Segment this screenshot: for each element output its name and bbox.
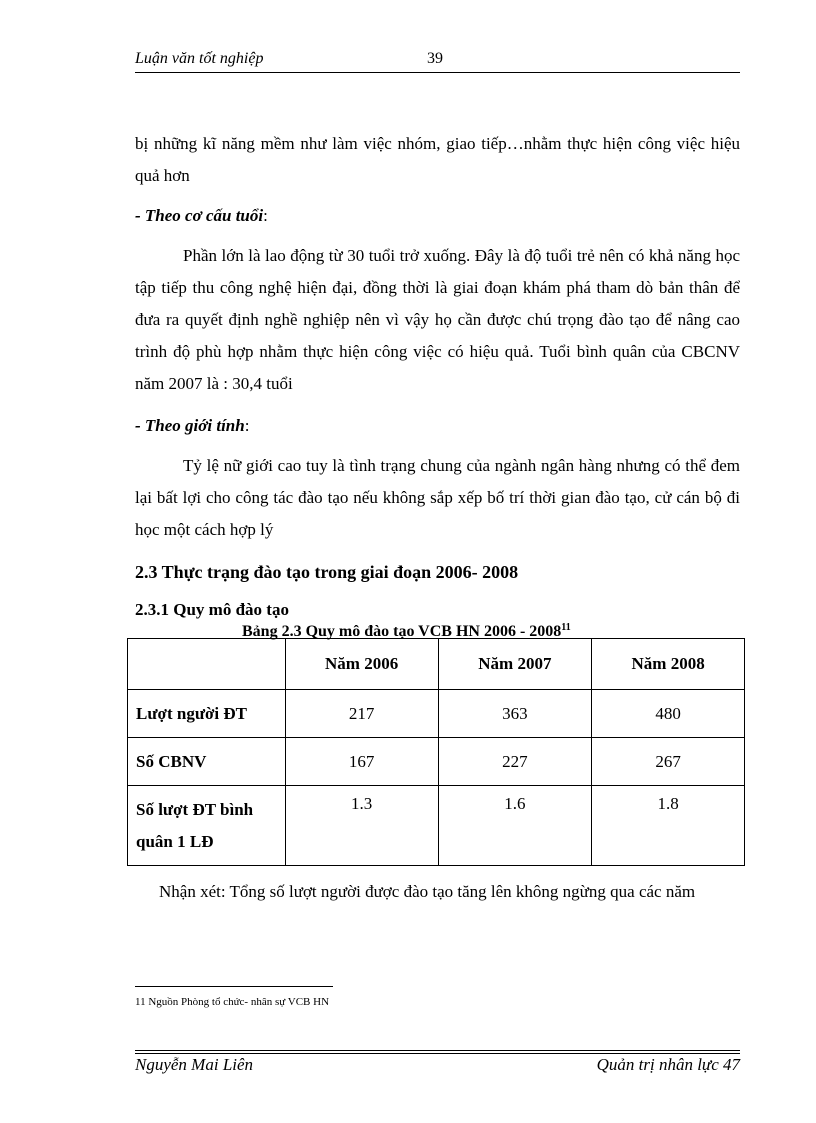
row-label: Lượt người ĐT	[128, 690, 286, 738]
gender-heading-text: - Theo giới tính	[135, 416, 245, 435]
remark-paragraph: Nhận xét: Tổng số lượt người được đào tạo tăng lên không ngừng qua các năm	[159, 882, 696, 901]
page-number: 39	[427, 50, 443, 67]
table-cell: 217	[285, 690, 438, 738]
row-label: Số lượt ĐT bình quân 1 LĐ	[128, 786, 286, 866]
table-row	[128, 738, 745, 786]
table-cell: 227	[438, 738, 592, 786]
table-header-cell: Năm 2007	[438, 639, 592, 690]
page-footer	[135, 1055, 740, 1075]
page-header	[135, 50, 740, 73]
age-structure-heading-text: - Theo cơ cấu tuổi	[135, 206, 264, 225]
age-structure-heading-colon: :	[263, 206, 268, 225]
table-cell: 480	[592, 690, 745, 738]
table-row	[128, 786, 745, 866]
subsection-heading: 2.3.1 Quy mô đào tạo	[135, 600, 289, 619]
footnote-divider	[135, 986, 333, 987]
header-title: Luận văn tốt nghiệp	[135, 50, 264, 67]
table-header-cell: Năm 2008	[592, 639, 745, 690]
table-cell: 1.8	[592, 786, 745, 866]
table-header-cell: Năm 2006	[285, 639, 438, 690]
table-header-cell	[128, 639, 286, 690]
gender-heading-colon: :	[244, 416, 250, 435]
footer-major: Quản trị nhân lực 47	[596, 1055, 740, 1074]
section-heading: 2.3 Thực trạng đào tạo trong giai đoạn 2006- 2008	[135, 562, 519, 582]
training-scale-table	[127, 638, 745, 866]
table-caption-text: Bảng 2.3 Quy mô đào tạo VCB HN 2006 - 2008	[242, 623, 562, 640]
table-cell: 167	[285, 738, 438, 786]
row-label: Số CBNV	[128, 738, 286, 786]
footnote-ref: 11	[561, 622, 571, 633]
table-cell: 267	[592, 738, 745, 786]
footer-rule	[135, 1050, 740, 1051]
paragraph-gender: Tỷ lệ nữ giới cao tuy là tình trạng chung của ngành ngân hàng nhưng có thể đem lại bất lợi cho công tác đào tạo nếu không sắp xếp bố trí thời gian đào tạo, cử cán bộ đi học một cách hợp lý	[135, 456, 740, 539]
footnote: 11 Nguồn Phòng tổ chức- nhân sự VCB HN	[135, 996, 330, 1008]
table-cell: 363	[438, 690, 592, 738]
footer-author: Nguyễn Mai Liên	[135, 1055, 254, 1074]
table-cell: 1.6	[438, 786, 592, 866]
paragraph-age: Phần lớn là lao động từ 30 tuổi trở xuống. Đây là độ tuổi trẻ nên có khả năng học tập tiếp thu công nghệ hiện đại, đồng thời là giai đoạn khám phá tham dò bản thân để đưa ra quyết định nghề nghiệp nên vì vậy họ cần được chú trọng đào tạo để nâng cao trình độ phù hợp nhằm thực hiện công việc có hiệu quả. Tuổi bình quân của CBCNV năm 2007 là : 30,4 tuổi	[135, 246, 740, 393]
age-structure-heading	[135, 206, 268, 226]
table-row	[128, 690, 745, 738]
gender-heading	[135, 416, 249, 436]
footer-rule	[135, 1053, 740, 1054]
table-cell: 1.3	[285, 786, 438, 866]
paragraph-continuation: bị những kĩ năng mềm như làm việc nhóm, giao tiếp…nhằm thực hiện công việc hiệu quả hơn	[135, 134, 740, 185]
table-header-row	[128, 639, 745, 690]
